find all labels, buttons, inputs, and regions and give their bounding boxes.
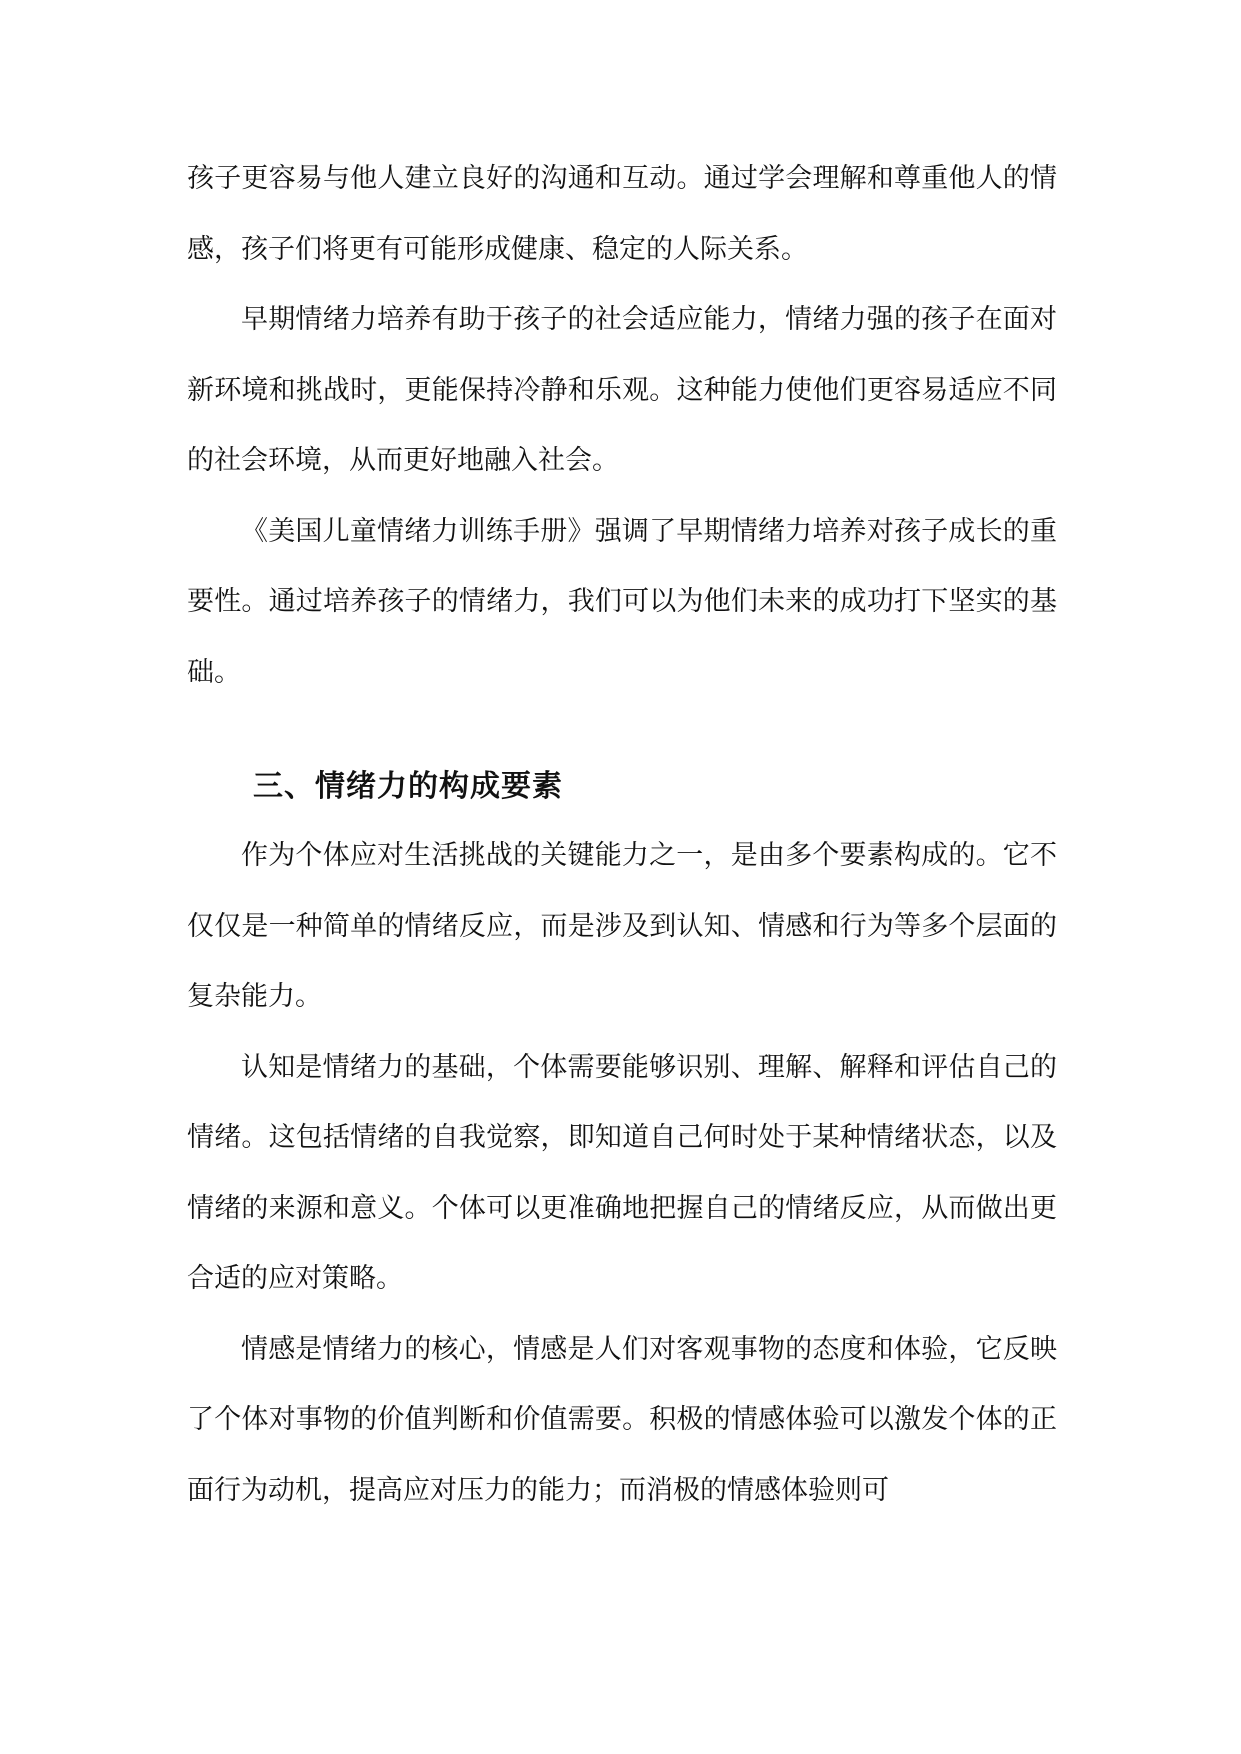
document-body [187,144,1057,1526]
paragraph-components-intro: 作为个体应对生活挑战的关键能力之一，是由多个要素构成的。它不仅仅是一种简单的情绪反应，而是涉及到认知、情感和行为等多个层面的复杂能力。 [187,840,1057,1012]
paragraph-emotion: 情感是情绪力的核心，情感是人们对客观事物的态度和体验，它反映了个体对事物的价值判断和价值需要。积极的情感体验可以激发个体的正面行为动机，提高应对压力的能力；而消极的情感体验则可 [187,1333,1057,1506]
paragraph-cognition: 认知是情绪力的基础，个体需要能够识别、理解、解释和评估自己的情绪。这包括情绪的自我觉察，即知道自己何时处于某种情绪状态，以及情绪的来源和意义。个体可以更准确地把握自己的情绪反应，从而做出更合适的应对策略。 [187,1051,1057,1294]
paragraph-continued: 孩子更容易与他人建立良好的沟通和互动。通过学会理解和尊重他人的情感，孩子们将更有可能形成健康、稳定的人际关系。 [187,163,1057,265]
section-heading: 三、情绪力的构成要素 [253,769,563,804]
paragraph-handbook-emphasis: 《美国儿童情绪力训练手册》强调了早期情绪力培养对孩子成长的重要性。通过培养孩子的情绪力，我们可以为他们未来的成功打下坚实的基础。 [187,515,1057,688]
paragraph-social-adaptation: 早期情绪力培养有助于孩子的社会适应能力，情绪力强的孩子在面对新环境和挑战时，更能保持冷静和乐观。这种能力使他们更容易适应不同的社会环境，从而更好地融入社会。 [187,304,1057,476]
